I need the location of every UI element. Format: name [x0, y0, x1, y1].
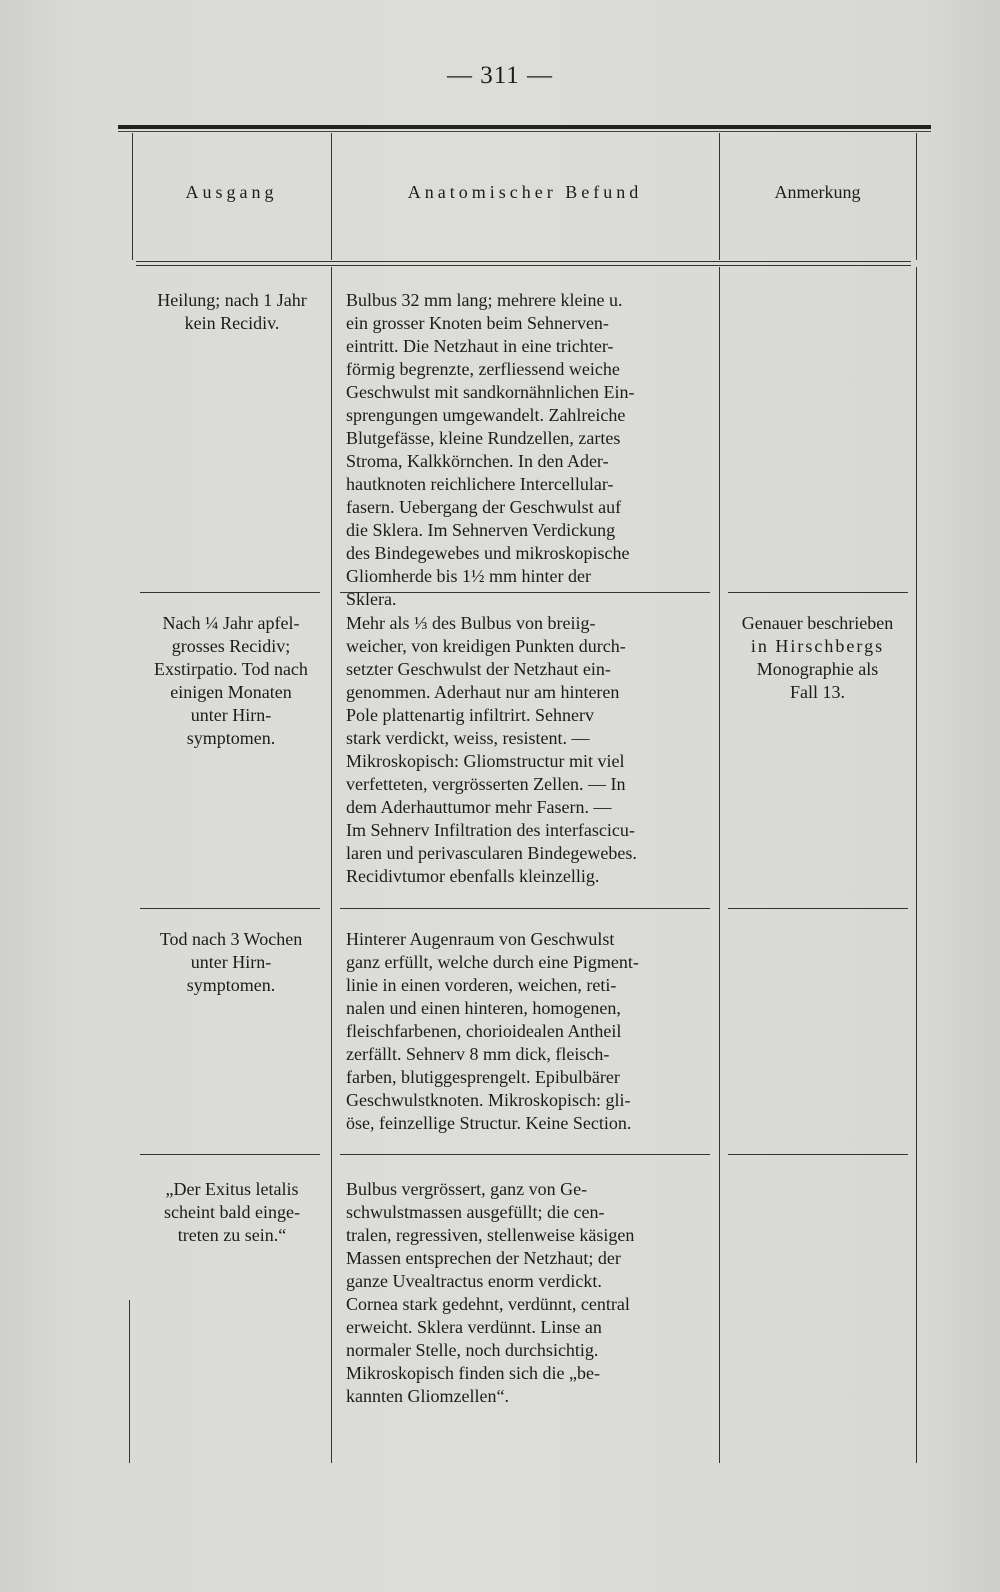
row-2-ausgang-line: grosses Recidiv; [171, 636, 291, 656]
row-2-ausgang-line: symptomen. [186, 728, 276, 748]
row-2-befund-line: genommen. Aderhaut nur am hinteren [346, 682, 620, 702]
row-2-befund-line: verfetteten, vergrösserten Zellen. — In [346, 774, 626, 794]
row-2-befund-line: Mikroskopisch: Gliomstructur mit viel [346, 751, 625, 771]
row-2-ausgang [131, 612, 331, 750]
row-2-ausgang-line: Nach ¼ Jahr apfel- [162, 613, 300, 633]
row-2-anmerkung-line: Genauer beschrieben [741, 613, 894, 633]
top-thick-rule [118, 125, 931, 129]
row-2-ausgang-line: Exstirpatio. Tod nach [154, 659, 308, 679]
row-2-befund-line: Im Sehnerv Infiltration des interfascicu- [346, 820, 635, 840]
row-2-anmerkung-line: in Hirschbergs [750, 636, 885, 656]
row-1-befund-line: hautknoten reichlichere Intercellular- [346, 474, 614, 494]
row-4-befund-line: tralen, regressiven, stellenweise käsigen [346, 1225, 635, 1245]
row-sep-3-ausgang [140, 1154, 320, 1155]
row-sep-2-anmerkung [728, 908, 908, 909]
row-1-befund-line: die Sklera. Im Sehnerven Verdickung [346, 520, 616, 540]
row-1-befund-line: des Bindegewebes und mikroskopische [346, 543, 630, 563]
row-2-ausgang-line: unter Hirn- [190, 705, 272, 725]
row-sep-3-befund [340, 1154, 710, 1155]
row-1-befund-line: Sklera. [346, 589, 397, 609]
header-anmerkung: Anmerkung [774, 182, 861, 202]
row-1-befund-line: förmig begrenzte, zerfliessend weiche [346, 359, 620, 379]
row-2-ausgang-line: einigen Monaten [170, 682, 292, 702]
row-sep-1-anmerkung [728, 592, 908, 593]
row-4-befund-line: Mikroskopisch finden sich die „be- [346, 1363, 600, 1383]
row-1-befund-line: Stroma, Kalkkörnchen. In den Ader- [346, 451, 609, 471]
row-sep-2-befund [340, 908, 710, 909]
header-right-border [916, 133, 917, 260]
row-sep-2-ausgang [140, 908, 320, 909]
row-4-befund-line: Massen entsprechen der Netzhaut; der [346, 1248, 621, 1268]
row-3-befund-line: Hinterer Augenraum von Geschwulst [346, 929, 615, 949]
row-3-befund [346, 928, 706, 1135]
row-2-anmerkung [719, 612, 916, 704]
row-2-befund-line: stark verdickt, weiss, resistent. — [346, 728, 590, 748]
row-4-befund-line: schwulstmassen ausgefüllt; die cen- [346, 1202, 605, 1222]
row-4-befund [346, 1178, 706, 1408]
row-3-befund-line: öse, feinzellige Structur. Keine Section. [346, 1113, 632, 1133]
body-right-border [916, 267, 917, 1463]
row-3-befund-line: farben, blutiggesprengelt. Epibulbärer [346, 1067, 620, 1087]
row-4-befund-line: erweicht. Sklera verdünnt. Linse an [346, 1317, 602, 1337]
row-3-ausgang [131, 928, 331, 997]
row-4-befund-line: Bulbus vergrössert, ganz von Ge- [346, 1179, 588, 1199]
row-3-befund-line: linie in einen vorderen, weichen, reti- [346, 975, 617, 995]
header-ausgang: Ausgang [185, 182, 278, 202]
row-2-anmerkung-line: Monographie als [756, 659, 879, 679]
row-1-befund-line: fasern. Uebergang der Geschwulst auf [346, 497, 622, 517]
row-3-ausgang-line: unter Hirn- [190, 952, 272, 972]
row-2-anmerkung-line: Fall 13. [789, 682, 845, 702]
row-1-ausgang-line: Heilung; nach 1 Jahr [157, 290, 307, 310]
row-4-ausgang-line: scheint bald einge- [164, 1202, 300, 1222]
row-4-ausgang-line: „Der Exitus letalis [165, 1179, 299, 1199]
row-2-befund-line: dem Aderhauttumor mehr Fasern. — [346, 797, 612, 817]
row-3-ausgang-line: Tod nach 3 Wochen [159, 929, 303, 949]
row-2-befund-line: Recidivtumor ebenfalls kleinzellig. [346, 866, 600, 886]
row-2-befund-line: laren und perivascularen Bindegewebes. [346, 843, 637, 863]
body-divider-2 [719, 267, 720, 1463]
row-3-ausgang-line: symptomen. [186, 975, 276, 995]
row-1-befund-line: Blutgefässe, kleine Rundzellen, zartes [346, 428, 621, 448]
row-2-befund [346, 612, 706, 888]
row-3-befund-line: fleischfarbenen, chorioidealen Antheil [346, 1021, 622, 1041]
row-1-befund-line: Bulbus 32 mm lang; mehrere kleine u. [346, 290, 623, 310]
row-1-befund [346, 289, 706, 611]
row-1-ausgang [133, 289, 331, 335]
row-4-ausgang [133, 1178, 331, 1247]
row-1-befund-line: eintritt. Die Netzhaut in eine trichter- [346, 336, 614, 356]
row-2-befund-line: setzter Geschwulst der Netzhaut ein- [346, 659, 611, 679]
body-divider-1 [331, 267, 332, 1463]
row-3-befund-line: ganz erfüllt, welche durch eine Pigment- [346, 952, 639, 972]
row-2-befund-line: weicher, von kreidigen Punkten durch- [346, 636, 626, 656]
top-thin-rule [118, 131, 931, 132]
row-1-befund-line: Geschwulst mit sandkornähnlichen Ein- [346, 382, 635, 402]
row-1-befund-line: Gliomherde bis 1½ mm hinter der [346, 566, 591, 586]
row-sep-3-anmerkung [728, 1154, 908, 1155]
row-4-befund-line: normaler Stelle, noch durchsichtig. [346, 1340, 599, 1360]
row-4-befund-line: kannten Gliomzellen“. [346, 1386, 509, 1406]
header-rule-a [136, 261, 911, 262]
body-left-border-bottom [129, 1300, 130, 1463]
row-1-befund-line: sprengungen umgewandelt. Zahlreiche [346, 405, 626, 425]
row-2-befund-line: Pole plattenartig infiltrirt. Sehnerv [346, 705, 594, 725]
row-4-befund-line: Cornea stark gedehnt, verdünnt, central [346, 1294, 630, 1314]
row-4-ausgang-line: treten zu sein.“ [177, 1225, 287, 1245]
row-3-befund-line: Geschwulstknoten. Mikroskopisch: gli- [346, 1090, 631, 1110]
row-4-befund-line: ganze Uvealtractus enorm verdickt. [346, 1271, 602, 1291]
row-1-befund-line: ein grosser Knoten beim Sehnerven- [346, 313, 609, 333]
row-1-ausgang-line: kein Recidiv. [184, 313, 280, 333]
row-sep-1-ausgang [140, 592, 320, 593]
row-2-befund-line: Mehr als ⅓ des Bulbus von breiig- [346, 613, 596, 633]
page-number: — 311 — [446, 62, 554, 89]
header-rule-b [136, 265, 911, 266]
row-3-befund-line: nalen und einen hinteren, homogenen, [346, 998, 621, 1018]
header-befund: Anatomischer Befund [407, 182, 643, 202]
row-3-befund-line: zerfällt. Sehnerv 8 mm dick, fleisch- [346, 1044, 610, 1064]
